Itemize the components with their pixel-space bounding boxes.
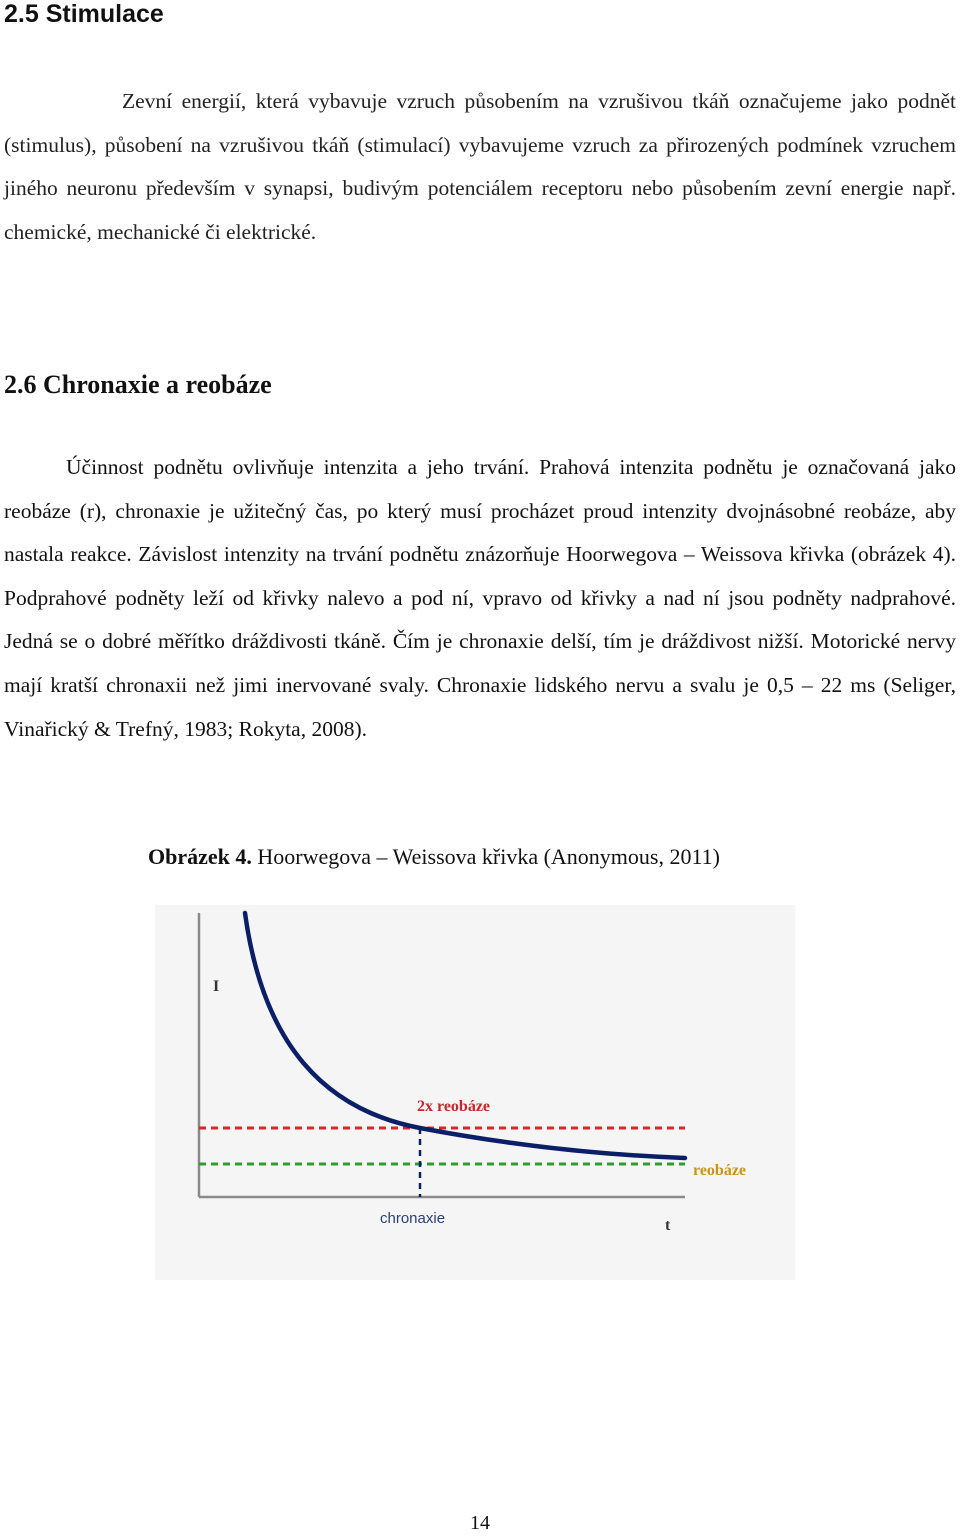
y-axis-label: I <box>213 978 220 995</box>
paragraph-stimulace: Zevní energií, která vybavuje vzruch působením na vzrušivou tkáň označujeme jako podnět (stimulus), působení na vzrušivou tkáň (stimulací) vybavujeme vzruch za přirozených podmínek vzruchem jiného neuronu především v synapsi, budivým potenciálem receptoru nebo působením zevní energie např. chemické, mechanické či elektrické. <box>4 89 956 244</box>
double-rheobase-label: 2x reobáze <box>417 1098 491 1115</box>
figure-background <box>155 905 795 1280</box>
chronaxie-label: chronaxie <box>380 1210 446 1227</box>
figure-caption-label: Obrázek 4. <box>148 844 252 869</box>
section-heading-stimulace: 2.5 Stimulace <box>4 0 164 28</box>
section-heading-chronaxie: 2.6 Chronaxie a reobáze <box>4 370 272 399</box>
figure-caption-text: Hoorwegova – Weissova křivka (Anonymous, 2011) <box>257 844 720 869</box>
figure-caption <box>148 844 720 870</box>
strength-duration-figure <box>155 905 795 1280</box>
strength-duration-diagram <box>155 905 795 1280</box>
rheobase-label: reobáze <box>693 1162 747 1179</box>
page-number: 14 <box>470 1512 490 1534</box>
x-axis-label: t <box>665 1217 671 1234</box>
paragraph-chronaxie: Účinnost podnětu ovlivňuje intenzita a jeho trvání. Prahová intenzita podnětu je označovaná jako reobáze (r), chronaxie je užitečný čas, po který musí procházet proud intenzity dvojnásobné reobáze, aby nastala reakce. Závislost intenzity na trvání podnětu znázorňuje Hoorwegova – Weissova křivka (obrázek 4). Podprahové podněty leží od křivky nalevo a pod ní, vpravo od křivky a nad ní jsou podněty nadprahové. Jedná se o dobré měřítko dráždivosti tkáně. Čím je chronaxie delší, tím je dráždivost nižší. Motorické nervy mají kratší chronaxii než jimi inervované svaly. Chronaxie lidského nervu a svalu je 0,5 – 22 ms (Seliger, Vinařický & Trefný, 1983; Rokyta, 2008). <box>4 455 956 741</box>
